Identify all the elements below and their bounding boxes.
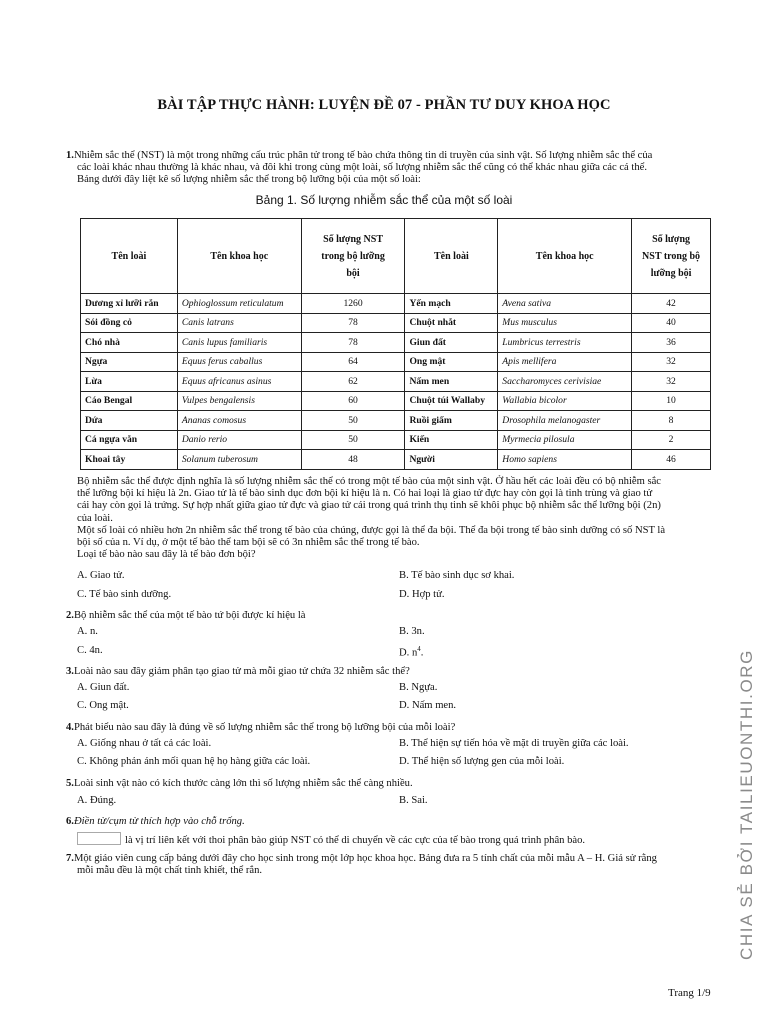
scientific-name: Canis latrans <box>177 313 301 333</box>
scientific-name: Equus ferus caballus <box>177 352 301 372</box>
q4-option-b[interactable]: B. Thể hiện sự tiến hóa về mặt di truyền giữa các loài. <box>399 738 629 749</box>
chromosome-count: 8 <box>632 411 711 431</box>
header-species-2: Tên loài <box>405 219 498 294</box>
q6-instruction: 6.Điền từ/cụm từ thích hợp vào chỗ trống. <box>66 816 245 827</box>
species-name: Lừa <box>81 372 178 392</box>
chromosome-count: 1260 <box>301 294 405 314</box>
q2-stem: 2.Bộ nhiễm sắc thể của một tế bào tứ bội được kí hiệu là <box>66 610 306 621</box>
page-title: BÀI TẬP THỰC HÀNH: LUYỆN ĐỀ 07 - PHẦN TƯ DUY KHOA HỌC <box>157 97 611 113</box>
scientific-name: Vulpes bengalensis <box>177 391 301 411</box>
chromosome-count: 2 <box>632 430 711 450</box>
scientific-name: Homo sapiens <box>498 450 632 470</box>
table-row <box>81 430 711 450</box>
chromosome-count: 42 <box>632 294 711 314</box>
scientific-name: Canis lupus familiaris <box>177 333 301 353</box>
q6-sentence: là vị trí liên kết với thoi phân bào giúp NST có thể di chuyển về các cực của tế bào trong quá trình phân bào. <box>77 832 585 847</box>
table-row <box>81 333 711 353</box>
q1-option-b[interactable]: B. Tế bào sinh dục sơ khai. <box>399 570 515 581</box>
species-name: Kiến <box>405 430 498 450</box>
chromosome-count: 62 <box>301 372 405 392</box>
scientific-name: Wallabia bicolor <box>498 391 632 411</box>
chromosome-count: 78 <box>301 313 405 333</box>
chromosome-count: 60 <box>301 391 405 411</box>
chromosome-count: 32 <box>632 372 711 392</box>
species-name: Chó nhà <box>81 333 178 353</box>
q6-blank-input[interactable] <box>77 832 121 845</box>
q1-p2-line4: của loài. <box>77 512 113 524</box>
q1-option-d[interactable]: D. Hợp tử. <box>399 589 445 600</box>
species-name: Dứa <box>81 411 178 431</box>
scientific-name: Drosophila melanogaster <box>498 411 632 431</box>
q2-option-b[interactable]: B. 3n. <box>399 626 425 637</box>
species-name: Cáo Bengal <box>81 391 178 411</box>
species-name: Khoai tây <box>81 450 178 470</box>
table-caption: Bảng 1. Số lượng nhiễm sắc thể của một số loài <box>255 193 513 207</box>
scientific-name: Lumbricus terrestris <box>498 333 632 353</box>
table-row <box>81 352 711 372</box>
table-row <box>81 294 711 314</box>
species-name: Dương xỉ lưỡi rắn <box>81 294 178 314</box>
header-chromosome-count-2: Số lượng NST trong bộ lưỡng bội <box>632 219 711 294</box>
scientific-name: Ophioglossum reticulatum <box>177 294 301 314</box>
chromosome-count: 32 <box>632 352 711 372</box>
q5-stem: 5.Loài sinh vật nào có kích thước càng lớn thì số lượng nhiễm sắc thể càng nhiều. <box>66 778 413 789</box>
chromosome-count: 50 <box>301 430 405 450</box>
scientific-name: Ananas comosus <box>177 411 301 431</box>
q1-number: 1. <box>66 150 74 161</box>
species-name: Nấm men <box>405 372 498 392</box>
table-row <box>81 391 711 411</box>
q2-option-a[interactable]: A. n. <box>77 626 98 637</box>
q1-explanation <box>77 476 737 561</box>
table-header-row <box>81 219 711 294</box>
scientific-name: Danio rerio <box>177 430 301 450</box>
q1-p2-line2: thể lưỡng bội kí hiệu là 2n. Giao tử là tế bào sinh dục đơn bội kí hiệu là n. Có hai loại là giao tử đực hay còn gọi là tinh trùng và giao tử <box>77 488 653 500</box>
species-name: Ngựa <box>81 352 178 372</box>
q1-intro-line1: Nhiễm sắc thể (NST) là một trong những cấu trúc phân tử trong tế bào chứa thông tin di truyền của sinh vật. Số lượng nhiễm sắc thể của <box>73 150 653 161</box>
q1-p2-line1: Bộ nhiễm sắc thể được định nghĩa là số lượng nhiễm sắc thể có trong một tế bào của một sinh vật. Ở hầu hết các loài đều có bộ nhiễm sắc <box>77 476 662 487</box>
chromosome-count: 36 <box>632 333 711 353</box>
chromosome-count: 64 <box>301 352 405 372</box>
chromosome-count: 78 <box>301 333 405 353</box>
scientific-name: Equus africanus asinus <box>177 372 301 392</box>
header-species: Tên loài <box>81 219 178 294</box>
q1-p3-line2: bội số của n. Ví dụ, ở một tế bào thể tam bội sẽ có 3n nhiễm sắc thể trong tế bào. <box>77 537 420 549</box>
scientific-name: Solanum tuberosum <box>177 450 301 470</box>
q2-option-d[interactable]: D. $n^4$. <box>399 645 424 659</box>
species-name: Cá ngựa vằn <box>81 430 178 450</box>
q3-option-b[interactable]: B. Ngựa. <box>399 682 438 693</box>
q1-option-a[interactable]: A. Giao tử. <box>77 570 125 581</box>
chromosome-count: 48 <box>301 450 405 470</box>
q4-stem: 4.Phát biểu nào sau đây là đúng về số lượng nhiễm sắc thể trong bộ lưỡng bội của mỗi loài? <box>66 722 456 733</box>
page-number: Trang 1/9 <box>668 987 711 999</box>
scientific-name: Saccharomyces cerivisiae <box>498 372 632 392</box>
chromosome-count: 40 <box>632 313 711 333</box>
scientific-name: Avena sativa <box>498 294 632 314</box>
q2-option-c[interactable]: C. 4n. <box>77 645 103 656</box>
table-row <box>81 450 711 470</box>
scientific-name: Apis mellifera <box>498 352 632 372</box>
species-name: Yến mạch <box>405 294 498 314</box>
header-chromosome-count: Số lượng NST trong bộ lưỡng bội <box>301 219 405 294</box>
q1-question: Loại tế bào nào sau đây là tế bào đơn bội? <box>77 549 256 561</box>
species-name: Giun đất <box>405 333 498 353</box>
q3-option-d[interactable]: D. Nấm men. <box>399 700 457 711</box>
q3-option-c[interactable]: C. Ong mật. <box>77 700 129 711</box>
species-name: Ruồi giấm <box>405 411 498 431</box>
chromosome-count: 46 <box>632 450 711 470</box>
q5-option-b[interactable]: B. Sai. <box>399 795 428 806</box>
q3-option-a[interactable]: A. Giun đất. <box>77 682 130 693</box>
header-scientific-name-2: Tên khoa học <box>498 219 632 294</box>
chromosome-table <box>80 218 711 470</box>
q3-stem: 3.Loài nào sau đây giảm phân tạo giao tử mà mỗi giao tử chứa 32 nhiễm sắc thể? <box>66 666 410 677</box>
table-row <box>81 313 711 333</box>
species-name: Người <box>405 450 498 470</box>
q4-option-c[interactable]: C. Không phản ánh mối quan hệ họ hàng giữa các loài. <box>77 756 311 767</box>
q4-option-a[interactable]: A. Giống nhau ở tất cả các loài. <box>77 738 212 749</box>
q1-intro-line3: Bảng dưới đây liệt kê số lượng nhiễm sắc thể trong bộ lưỡng bội của một số loài: <box>77 174 421 186</box>
species-name: Sói đồng cỏ <box>81 313 178 333</box>
chromosome-count: 50 <box>301 411 405 431</box>
q1-option-c[interactable]: C. Tế bào sinh dưỡng. <box>77 589 172 600</box>
scientific-name: Mus musculus <box>498 313 632 333</box>
species-name: Chuột túi Wallaby <box>405 391 498 411</box>
q1-intro <box>66 150 736 187</box>
q1-intro-line2: các loài khác nhau thường là khác nhau, và đôi khi trong cùng một loài, số lượng nhiễm sắc thể cũng có thể khác nhau giữa các cá thể. <box>77 162 647 174</box>
q5-option-a[interactable]: A. Đúng. <box>77 795 117 806</box>
chromosome-count: 10 <box>632 391 711 411</box>
scientific-name: Myrmecia pilosula <box>498 430 632 450</box>
q1-p2-line3: cái hay còn gọi là trứng. Sự hợp nhất giữa giao tử đực và giao tử cái trong quá trình thụ tinh sẽ khôi phục bộ nhiễm sắc thể lưỡng bội (2n) <box>77 500 661 512</box>
watermark: CHIA SẺ BỞI TAILIEUONTHI.ORG <box>737 649 756 960</box>
species-name: Chuột nhắt <box>405 313 498 333</box>
table-row <box>81 372 711 392</box>
q1-p3-line1: Một số loài có nhiều hơn 2n nhiễm sắc thể trong tế bào của chúng, được gọi là thể đa bội. Thể đa bội trong tế bào sinh dưỡng có số NST là <box>77 524 666 536</box>
q4-option-d[interactable]: D. Thể hiện số lượng gen của mỗi loài. <box>399 756 565 767</box>
table-row <box>81 411 711 431</box>
species-name: Ong mật <box>405 352 498 372</box>
q7-stem: 7.Một giáo viên cung cấp bảng dưới đây cho học sinh trong một lớp học khoa học. Bảng đưa ra 5 tính chất của mỗi mẫu A – H. Giả sử rằng mỗi mẫu đều là một chất tinh khiết, thể rắn. <box>66 853 657 877</box>
header-scientific-name: Tên khoa học <box>177 219 301 294</box>
